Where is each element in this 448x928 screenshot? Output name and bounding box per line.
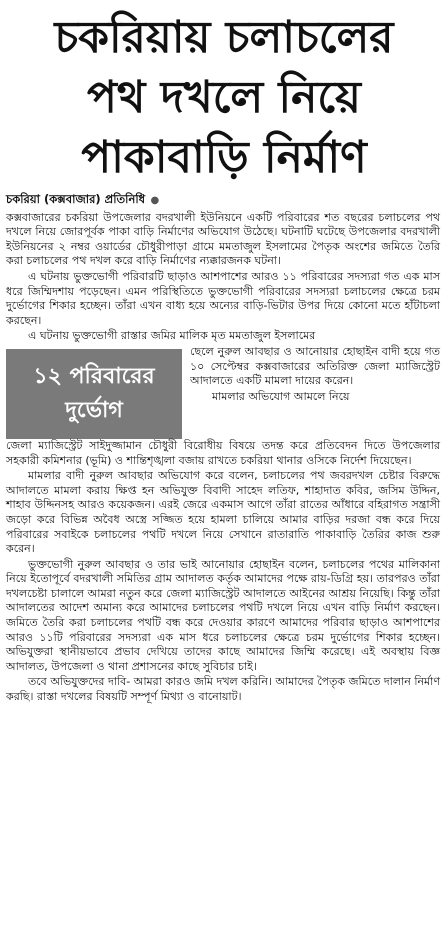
callout-line-1: ১২ পরিবারের [33, 363, 155, 389]
byline [6, 192, 440, 209]
callout-wrap-zone [6, 345, 440, 439]
paragraph-7: তবে অভিযুক্তদের দাবি- আমরা কারও জমি দখল করিনি। আমাদের পৈতৃক জমিতে দালান নির্মাণ করছি। রাস্তা দখলের বিষয়টি সম্পূর্ণ মিথ্যা ও বানোয়াট। [6, 675, 440, 704]
bullet-icon: ● [147, 195, 160, 206]
article-body [6, 192, 440, 706]
paragraph-2: এ ঘটনায় ভুক্তভোগী পরিবারটি ছাড়াও আশপাশের আরও ১১ পরিবারের সদস্যরা গত এক মাস ধরে জিম্মিদশায় পড়েছেন। এমন পরিস্থিতিতে ভুক্তভোগী পরিবারের সদস্যরা চলাচলের ক্ষেত্রে চরম দুর্ভোগের শিকার হচ্ছেন। তাঁরা এখন বাধ্য হয়ে অন্যের বাড়ি-ভিটার উপর দিয়ে কোনো মতে হাঁটাচলা করছেন। [6, 269, 440, 327]
paragraph-6: ভুক্তভোগী নুরুল আবছার ও তার ভাই আনোয়ার হোছাইন বলেন, চলাচলের পথের মালিকানা নিয়ে ইতোপূর্বে বদরখালী সমিতির গ্রাম আদালত কর্তৃক আমাদের পক্ষে রায়-ডিগ্রি হয়। তারপরও তাঁরা দখলচেষ্টা চালালে আমরা নতুন করে জেলা ম্যাজিস্ট্রেট আদালতে আইনের আশ্রয় নিয়েছি। কিন্তু তাঁরা আদালতের আদেশ অমান্য করে আমাদের চলাচলের পথটি দখলে নিয়ে এখন বাড়ি নির্মাণ করছেন। জমিতে তৈরি করা চলাচলের পথটি বন্ধ করে দেওয়ার কারণে আমাদের পরিবার ছাড়াও আশপাশের আরও ১১টি পরিবারের সদস্যরা এক মাস ধরে চলাচলের ক্ষেত্রে চরম দুর্ভোগের শিকার হচ্ছেন। অভিযুক্তরা স্থানীয়ভাবে প্রভাব দেখিয়ে তাদের কাছে আমাদের জিম্মি করেছে। এই অবস্থায় বিজ্ঞ আদালত, উপজেলা ও থানা প্রশাসনের কাছে সুবিচার চাই। [6, 557, 440, 673]
headline [6, 8, 442, 188]
wrapped-column [190, 345, 440, 439]
headline-line-2: পথ দখলে নিয়ে [87, 72, 361, 123]
paragraph-5: মামলার বাদী নুরুল আবছার অভিযোগ করে বলেন, চলাচলের পথ জবরদখল চেষ্টার বিরুদ্ধে আদালতে মামলা করায় ক্ষিপ্ত হন অভিযুক্ত বিবাদী সাহেদ লতিফ, শাহাদাত কবির, জসিম উদ্দিন, শাহাব উদ্দিনসহ আরও কয়েকজন। এরই জেরে একমাস আগে তাঁরা রাতের আঁধারে বহিরাগত সন্ত্রাসী জড়ো করে বিভিন্ন অবৈধ অস্ত্রে সজ্জিত হয়ে হামলা চালিয়ে আমার বাড়ির দরজা বন্ধ করে দিয়ে পরিবারের সবাইকে চলাচলের পথটি দখলে নিয়ে সেখানে রাতারাতি পাকাবাড়ি তৈরির কাজ শুরু করেন। [6, 469, 440, 556]
paragraph-4-lead: মামলার অভিযোগ আমলে নিয়ে [212, 389, 350, 403]
callout-line-2: দুর্ভোগ [65, 397, 123, 423]
headline-line-3: পাকাবাড়ি নির্মাণ [81, 132, 367, 183]
paragraph-3-rest: ছেলে নুরুল আবছার ও আনোয়ার হোছাইন বাদী হয়ে গত ১০ সেপ্টেম্বর কক্সবাজারের অতিরিক্ত জেলা ম্যাজিস্ট্রেট আদালতে একটি মামলা দায়ের করেন। [190, 344, 440, 388]
callout-box [6, 349, 182, 439]
paragraph-4-rest: জেলা ম্যাজিস্ট্রেট সাইদুজ্জামান চৌধুরী বিরোধীয় বিষয়ে তদন্ত করে প্রতিবেদন দিতে উপজেলার সহকারী কমিশনার (ভূমি) ও শান্তিশৃঙ্খলা বজায় রাখতে চকরিয়া থানার ওসিকে নির্দেশ দিয়েছেন। [6, 438, 440, 467]
headline-line-1: চকরিয়ায় চলাচলের [54, 12, 394, 63]
paragraph-1: কক্সবাজারের চকরিয়া উপজেলার বদরখালী ইউনিয়নে একটি পরিবারের শত বছরের চলাচলের পথ দখলে নিয়ে জোরপূর্বক পাকা বাড়ি নির্মাণের অভিযোগ উঠেছে। ঘটনাটি ঘটেছে উপজেলার বদরখালী ইউনিয়নের ২ নম্বর ওয়ার্ডের চৌধুরীপাড়া গ্রামে মমতাজুল ইসলামের পৈতৃক অংশের জমিতে তৈরি করা চলাচলের পথ দখল করে বাড়ি নির্মাণের ন্যক্কারজনক ঘটনা। [6, 210, 440, 268]
paragraph-3-lead: এ ঘটনায় ভুক্তভোগী রাস্তার জমির মালিক মৃত মমতাজুল ইসলামের [28, 329, 316, 343]
byline-text: চকরিয়া (কক্সবাজার) প্রতিনিধি [6, 192, 146, 206]
